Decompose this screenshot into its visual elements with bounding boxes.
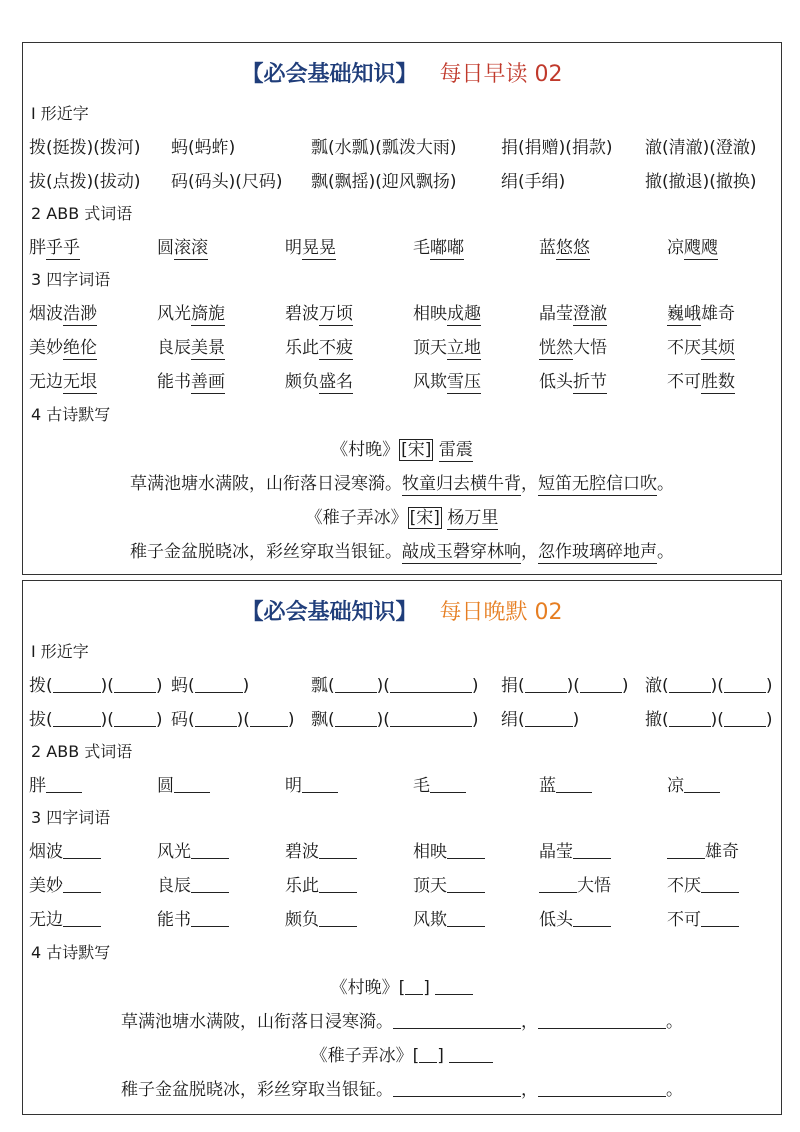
answer-blank[interactable]: [724, 676, 766, 693]
answer-blank[interactable]: [684, 776, 720, 793]
four-char-blank-item: [157, 905, 229, 930]
word-prefix: 颇负: [285, 910, 319, 930]
author-blank[interactable]: [435, 978, 473, 995]
evening-xjz-row-2: [29, 705, 775, 731]
four-char-blank-item: [539, 905, 611, 930]
poem1-text-blank: [23, 1007, 781, 1032]
word-prefix: 风欺: [413, 372, 447, 392]
morning-abb-row: [29, 233, 775, 259]
evening-section-poems: 4 古诗默写: [31, 943, 111, 962]
word-prefix: 低头: [539, 910, 573, 930]
four-char-word: [157, 367, 225, 392]
word-answer: 不疲: [319, 338, 353, 358]
word-prefix: 无边: [29, 910, 63, 930]
four-char-blank-item: [667, 871, 739, 896]
word-prefix: 不厌: [667, 338, 701, 358]
answer-blank[interactable]: [390, 710, 472, 727]
word-prefix: 美妙: [29, 876, 63, 896]
word-prefix: 良辰: [157, 876, 191, 896]
word-answer: 雪压: [447, 372, 481, 392]
morning-four-char-row: [29, 299, 775, 325]
abb-word: [285, 233, 336, 258]
abb-answer: 嘟嘟: [430, 238, 464, 258]
answer-blank[interactable]: [53, 710, 101, 727]
word-answer: 美景: [191, 338, 225, 358]
answer-blank[interactable]: [393, 1080, 521, 1097]
morning-title-main: 【必会基础知识】: [241, 62, 418, 87]
xjz-blank-item: 瓢( )( ): [311, 676, 479, 696]
abb-head: 明: [285, 776, 302, 796]
word-prefix: 相映: [413, 842, 447, 862]
evening-dictation-card: [22, 580, 782, 1115]
four-char-blank-item: [667, 837, 739, 862]
morning-title: [23, 57, 781, 88]
poem-answer: 忽作玻璃碎地声: [538, 542, 657, 562]
xjz-blank-item: 拔( )( ): [29, 710, 163, 730]
evening-xjz-row-1: [29, 671, 775, 697]
abb-word: [413, 233, 464, 258]
answer-blank[interactable]: [701, 876, 739, 893]
word-suffix: 大悟: [577, 876, 611, 896]
poem-answer: 牧童归去横牛背: [402, 474, 521, 494]
poem-title: 《村晚》: [330, 978, 399, 998]
answer-blank[interactable]: [667, 842, 705, 859]
poem-author: 雷震: [438, 440, 473, 460]
four-char-word: [539, 333, 607, 358]
word-prefix: 碧波: [285, 304, 319, 324]
morning-section-four-char: 3 四字词语: [31, 270, 111, 289]
word-prefix: 低头: [539, 372, 573, 392]
abb-head: 蓝: [539, 776, 556, 796]
four-char-word: [285, 299, 353, 324]
word-answer: 成趣: [447, 304, 481, 324]
morning-xjz-item: 绢(手绢): [501, 172, 566, 192]
poem-author: 杨万里: [447, 508, 499, 528]
answer-blank[interactable]: [525, 676, 567, 693]
answer-blank[interactable]: [114, 676, 156, 693]
four-char-word: [667, 333, 735, 358]
answer-blank[interactable]: [335, 676, 377, 693]
four-char-word: [413, 299, 481, 324]
word-prefix: 能书: [157, 372, 191, 392]
xjz-char: 瓢: [311, 676, 328, 696]
word-answer: 绝伦: [63, 338, 97, 358]
four-char-blank-item: [29, 905, 101, 930]
four-char-word: [413, 333, 481, 358]
poem-line: 稚子金盆脱晓冰，彩丝穿取当银钲。: [130, 542, 402, 562]
answer-blank[interactable]: [573, 842, 611, 859]
xjz-blank-item: 飘( )( ): [311, 710, 479, 730]
four-char-word: [413, 367, 481, 392]
word-prefix: 能书: [157, 910, 191, 930]
abb-head: 胖: [29, 238, 46, 258]
word-prefix: 风欺: [413, 910, 447, 930]
abb-head: 毛: [413, 776, 430, 796]
four-char-word: [29, 367, 97, 392]
answer-blank[interactable]: [250, 710, 288, 727]
four-char-blank-item: [667, 905, 739, 930]
word-answer: 无垠: [63, 372, 97, 392]
answer-blank[interactable]: [669, 676, 711, 693]
poem2-text: [23, 537, 781, 562]
answer-blank[interactable]: [191, 910, 229, 927]
morning-section-abb: 2 ABB 式词语: [31, 204, 133, 223]
evening-section-abb: 2 ABB 式词语: [31, 742, 133, 761]
evening-section-similar-chars: I 形近字: [31, 642, 89, 661]
xjz-blank-item: 码( )( ): [171, 710, 295, 730]
poem-line: 草满池塘水满陂，山衔落日浸寒漪。: [130, 474, 402, 494]
morning-reading-card: [22, 42, 782, 575]
xjz-char: 飘: [311, 710, 328, 730]
answer-blank[interactable]: [319, 876, 357, 893]
evening-title-main: 【必会基础知识】: [241, 600, 418, 625]
answer-blank[interactable]: [447, 910, 485, 927]
morning-four-char-row: [29, 333, 775, 359]
answer-blank[interactable]: [390, 676, 472, 693]
answer-blank[interactable]: [63, 842, 101, 859]
evening-four-char-row: [29, 905, 775, 931]
evening-title-sub: 每日晚默 02: [439, 600, 563, 625]
xjz-char: 码: [171, 710, 188, 730]
answer-blank[interactable]: [580, 676, 622, 693]
four-char-word: [285, 367, 353, 392]
abb-answer: 悠悠: [556, 238, 590, 258]
four-char-blank-item: [157, 837, 229, 862]
abb-head: 圆: [157, 238, 174, 258]
word-prefix: 顶天: [413, 338, 447, 358]
answer-blank[interactable]: [393, 1012, 521, 1029]
poem-title: 《村晚》: [331, 440, 400, 460]
word-prefix: 顶天: [413, 876, 447, 896]
word-answer: 澄澈: [573, 304, 607, 324]
four-char-blank-item: [285, 905, 357, 930]
four-char-word: [539, 299, 607, 324]
morning-xjz-item: 拔(点拨)(拔动): [29, 172, 141, 192]
four-char-word: [667, 299, 735, 324]
morning-xjz-item: 蚂(蚂蚱): [171, 138, 236, 158]
abb-word: [29, 233, 80, 258]
word-suffix: 大悟: [573, 338, 607, 358]
morning-xjz-item: 飘(飘摇)(迎风飘扬): [311, 172, 457, 192]
xjz-char: 捐: [501, 676, 518, 696]
xjz-char: 绢: [501, 710, 518, 730]
abb-answer: 飕飕: [684, 238, 718, 258]
poem-answer: 敲成玉磬穿林响: [402, 542, 521, 562]
word-answer: 胜数: [701, 372, 735, 392]
answer-blank[interactable]: [174, 776, 210, 793]
evening-section-four-char: 3 四字词语: [31, 808, 111, 827]
abb-answer: 滚滚: [174, 238, 208, 258]
word-answer: 巍峨: [667, 304, 701, 324]
abb-blank-item: [285, 771, 338, 796]
word-prefix: 烟波: [29, 304, 63, 324]
answer-blank[interactable]: [319, 910, 357, 927]
abb-head: 圆: [157, 776, 174, 796]
word-answer: 万顷: [319, 304, 353, 324]
word-prefix: 不可: [667, 372, 701, 392]
answer-blank[interactable]: [724, 710, 766, 727]
four-char-blank-item: [539, 871, 611, 896]
poem-dynasty: [宋]: [409, 508, 440, 528]
xjz-blank-item: 捐( )( ): [501, 676, 629, 696]
poem-punct: 。: [666, 1080, 683, 1100]
answer-blank[interactable]: [556, 776, 592, 793]
answer-blank[interactable]: [195, 676, 243, 693]
evening-abb-row: [29, 771, 775, 797]
xjz-char: 撤: [645, 710, 662, 730]
evening-four-char-row: [29, 871, 775, 897]
answer-blank[interactable]: [191, 842, 229, 859]
four-char-blank-item: [539, 837, 611, 862]
poem-title: 《稚子弄冰》: [305, 508, 408, 528]
four-char-word: [157, 333, 225, 358]
poem-answer: 短笛无腔信口吹: [538, 474, 657, 494]
word-prefix: 烟波: [29, 842, 63, 862]
poem-punct: ，: [521, 474, 538, 494]
poem-punct: ，: [521, 1080, 538, 1100]
morning-four-char-row: [29, 367, 775, 393]
word-prefix: 晶莹: [539, 842, 573, 862]
four-char-blank-item: [285, 837, 357, 862]
word-prefix: 乐此: [285, 338, 319, 358]
answer-blank[interactable]: [573, 910, 611, 927]
abb-blank-item: [413, 771, 466, 796]
poem-punct: ，: [521, 542, 538, 562]
four-char-blank-item: [157, 871, 229, 896]
xjz-blank-item: 撤( )( ): [645, 710, 773, 730]
author-blank[interactable]: [449, 1046, 493, 1063]
morning-xjz-row-1: [29, 133, 775, 159]
word-answer: 浩渺: [63, 304, 97, 324]
word-prefix: 良辰: [157, 338, 191, 358]
four-char-blank-item: [413, 905, 485, 930]
abb-head: 凉: [667, 238, 684, 258]
xjz-blank-item: 澈( )( ): [645, 676, 773, 696]
morning-title-sub: 每日早读 02: [439, 62, 563, 87]
four-char-blank-item: [285, 871, 357, 896]
abb-word: [157, 233, 208, 258]
answer-blank[interactable]: [538, 1080, 666, 1097]
answer-blank[interactable]: [319, 842, 357, 859]
abb-word: [667, 233, 718, 258]
word-prefix: 风光: [157, 842, 191, 862]
abb-blank-item: [667, 771, 720, 796]
word-prefix: 相映: [413, 304, 447, 324]
answer-blank[interactable]: [195, 710, 237, 727]
morning-section-poems: 4 古诗默写: [31, 405, 111, 424]
poem-dynasty: [宋]: [401, 440, 432, 460]
evening-title: [23, 595, 781, 626]
answer-blank[interactable]: [525, 710, 573, 727]
answer-blank[interactable]: [538, 1012, 666, 1029]
four-char-word: [157, 299, 225, 324]
word-prefix: 乐此: [285, 876, 319, 896]
poem2-heading: [23, 503, 781, 528]
abb-blank-item: [29, 771, 82, 796]
abb-head: 凉: [667, 776, 684, 796]
word-suffix: 雄奇: [705, 842, 739, 862]
four-char-blank-item: [29, 837, 101, 862]
poem1-heading-blank: 《村晚》[ ]: [23, 973, 781, 998]
word-answer: 折节: [573, 372, 607, 392]
evening-four-char-row: [29, 837, 775, 863]
answer-blank[interactable]: [669, 710, 711, 727]
poem1-text: [23, 469, 781, 494]
four-char-word: [29, 333, 97, 358]
word-prefix: 不厌: [667, 876, 701, 896]
morning-section-similar-chars: I 形近字: [31, 104, 89, 123]
word-prefix: 无边: [29, 372, 63, 392]
morning-xjz-item: 拨(挺拨)(拨河): [29, 138, 141, 158]
word-answer: 善画: [191, 372, 225, 392]
abb-head: 毛: [413, 238, 430, 258]
answer-blank[interactable]: [46, 776, 82, 793]
abb-head: 胖: [29, 776, 46, 796]
xjz-blank-item: 蚂( ): [171, 676, 250, 696]
answer-blank[interactable]: [335, 710, 377, 727]
four-char-word: [667, 367, 735, 392]
poem2-heading-blank: 《稚子弄冰》[ ]: [23, 1041, 781, 1066]
xjz-char: 拨: [29, 676, 46, 696]
answer-blank[interactable]: [430, 776, 466, 793]
answer-blank[interactable]: [191, 876, 229, 893]
four-char-word: [29, 299, 97, 324]
answer-blank[interactable]: [63, 876, 101, 893]
word-prefix: 不可: [667, 910, 701, 930]
dynasty-blank[interactable]: [419, 1046, 437, 1063]
word-answer: 盛名: [319, 372, 353, 392]
morning-xjz-item: 瓢(水瓢)(瓢泼大雨): [311, 138, 457, 158]
abb-answer: 晃晃: [302, 238, 336, 258]
word-prefix: 颇负: [285, 372, 319, 392]
answer-blank[interactable]: [53, 676, 101, 693]
answer-blank[interactable]: [447, 842, 485, 859]
xjz-char: 蚂: [171, 676, 188, 696]
abb-head: 明: [285, 238, 302, 258]
answer-blank[interactable]: [539, 876, 577, 893]
poem-punct: 。: [657, 542, 674, 562]
poem-punct: 。: [657, 474, 674, 494]
poem1-heading: [23, 435, 781, 460]
four-char-word: [539, 367, 607, 392]
poem-title: 《稚子弄冰》: [310, 1046, 413, 1066]
abb-head: 蓝: [539, 238, 556, 258]
abb-word: [539, 233, 590, 258]
answer-blank[interactable]: [302, 776, 338, 793]
xjz-blank-item: 绢( ): [501, 710, 580, 730]
poem-punct: 。: [666, 1012, 683, 1032]
word-prefix: 晶莹: [539, 304, 573, 324]
poem-line: 草满池塘水满陂，山衔落日浸寒漪。: [121, 1012, 393, 1032]
word-answer: 立地: [447, 338, 481, 358]
word-prefix: 风光: [157, 304, 191, 324]
xjz-blank-item: 拨( )( ): [29, 676, 163, 696]
morning-xjz-item: 澈(清澈)(澄澈): [645, 138, 757, 158]
four-char-word: [285, 333, 353, 358]
word-answer: 旖旎: [191, 304, 225, 324]
abb-blank-item: [539, 771, 592, 796]
abb-answer: 乎乎: [46, 238, 80, 258]
four-char-blank-item: [413, 837, 485, 862]
word-suffix: 雄奇: [701, 304, 735, 324]
poem-line: 稚子金盆脱晓冰，彩丝穿取当银钲。: [121, 1080, 393, 1100]
poem2-text-blank: [23, 1075, 781, 1100]
xjz-char: 澈: [645, 676, 662, 696]
xjz-char: 拔: [29, 710, 46, 730]
morning-xjz-row-2: [29, 167, 775, 193]
answer-blank[interactable]: [114, 710, 156, 727]
answer-blank[interactable]: [63, 910, 101, 927]
four-char-blank-item: [29, 871, 101, 896]
abb-blank-item: [157, 771, 210, 796]
poem-punct: ，: [521, 1012, 538, 1032]
morning-xjz-item: 码(码头)(尺码): [171, 172, 283, 192]
word-answer: 其烦: [701, 338, 735, 358]
word-prefix: 美妙: [29, 338, 63, 358]
answer-blank[interactable]: [447, 876, 485, 893]
word-prefix: 碧波: [285, 842, 319, 862]
morning-xjz-item: 撤(撤退)(撤换): [645, 172, 757, 192]
morning-xjz-item: 捐(捐赠)(捐款): [501, 138, 613, 158]
four-char-blank-item: [413, 871, 485, 896]
answer-blank[interactable]: [701, 910, 739, 927]
dynasty-blank[interactable]: [405, 978, 423, 995]
word-answer: 恍然: [539, 338, 573, 358]
